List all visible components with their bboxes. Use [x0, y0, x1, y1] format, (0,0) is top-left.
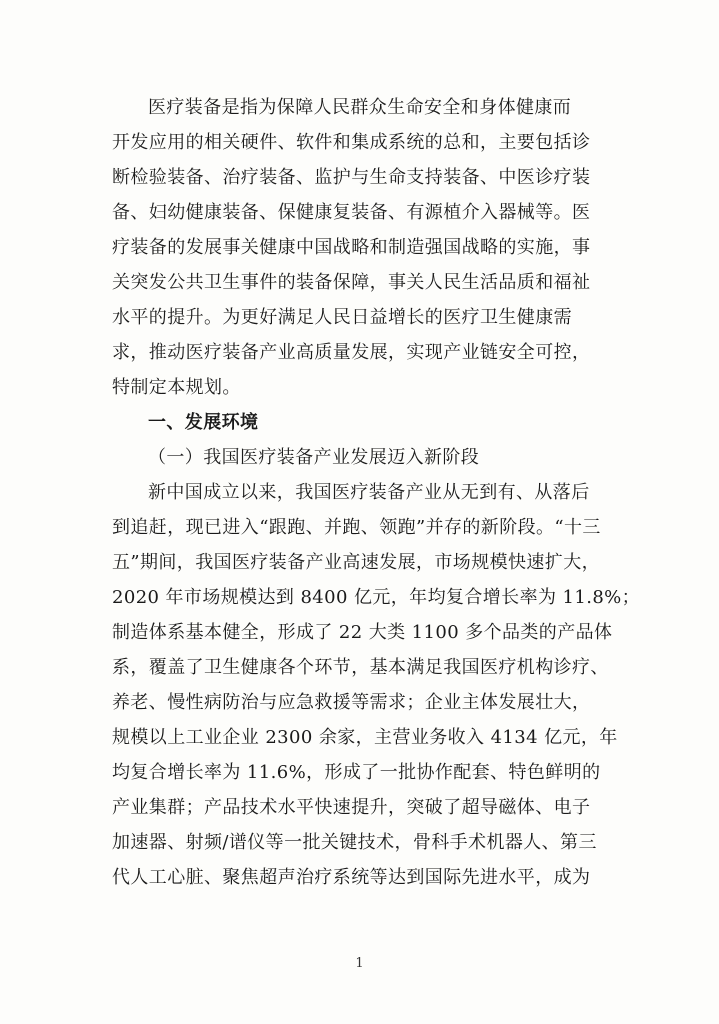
paragraph-line: 开发应用的相关硬件、软件和集成系统的总和，主要包括诊 [112, 132, 591, 153]
paragraph-line: 系，覆盖了卫生健康各个环节，基本满足我国医疗机构诊疗、 [112, 657, 609, 678]
paragraph-line: 求，推动医疗装备产业高质量发展，实现产业链安全可控， [112, 342, 591, 363]
paragraph-line: 均复合增长率为 11.6%，形成了一批协作配套、特色鲜明的 [112, 762, 601, 783]
section-heading: 一、发展环境 [148, 412, 259, 433]
paragraph-line: 产业集群；产品技术水平快速提升，突破了超导磁体、电子 [112, 797, 591, 818]
page-number: 1 [355, 956, 364, 971]
paragraph-line: 断检验装备、治疗装备、监护与生命支持装备、中医诊疗装 [112, 167, 591, 188]
paragraph-line: 关突发公共卫生事件的装备保障，事关人民生活品质和福祉 [112, 272, 591, 293]
paragraph-line: 到追赶，现已进入“跟跑、并跑、领跑”并存的新阶段。“十三 [112, 517, 601, 538]
paragraph-line: 规模以上工业企业 2300 余家，主营业务收入 4134 亿元，年 [112, 727, 618, 748]
paragraph-line: 加速器、射频/谱仪等一批关键技术，骨科手术机器人、第三 [112, 832, 597, 853]
paragraph-line: 2020 年市场规模达到 8400 亿元，年均复合增长率为 11.8%； [112, 587, 641, 608]
paragraph-line: 养老、慢性病防治与应急救援等需求；企业主体发展壮大， [112, 692, 591, 713]
document-body [112, 90, 641, 895]
paragraph-line: 五”期间，我国医疗装备产业高速发展，市场规模快速扩大， [112, 552, 600, 573]
paragraph-line: 代人工心脏、聚焦超声治疗系统等达到国际先进水平，成为 [112, 867, 591, 888]
paragraph-line: 特制定本规划。 [112, 377, 241, 398]
paragraph-line: 制造体系基本健全，形成了 22 大类 1100 多个品类的产品体 [112, 622, 613, 643]
paragraph-line: 疗装备的发展事关健康中国战略和制造强国战略的实施，事 [112, 237, 591, 258]
subsection-heading: （一）我国医疗装备产业发展迈入新阶段 [148, 447, 480, 468]
paragraph-line: 医疗装备是指为保障人民群众生命安全和身体健康而 [148, 97, 572, 118]
paragraph-line: 水平的提升。为更好满足人民日益增长的医疗卫生健康需 [112, 307, 572, 328]
paragraph-line: 备、妇幼健康装备、保健康复装备、有源植介入器械等。医 [112, 202, 591, 223]
paragraph-line: 新中国成立以来，我国医疗装备产业从无到有、从落后 [148, 482, 590, 503]
